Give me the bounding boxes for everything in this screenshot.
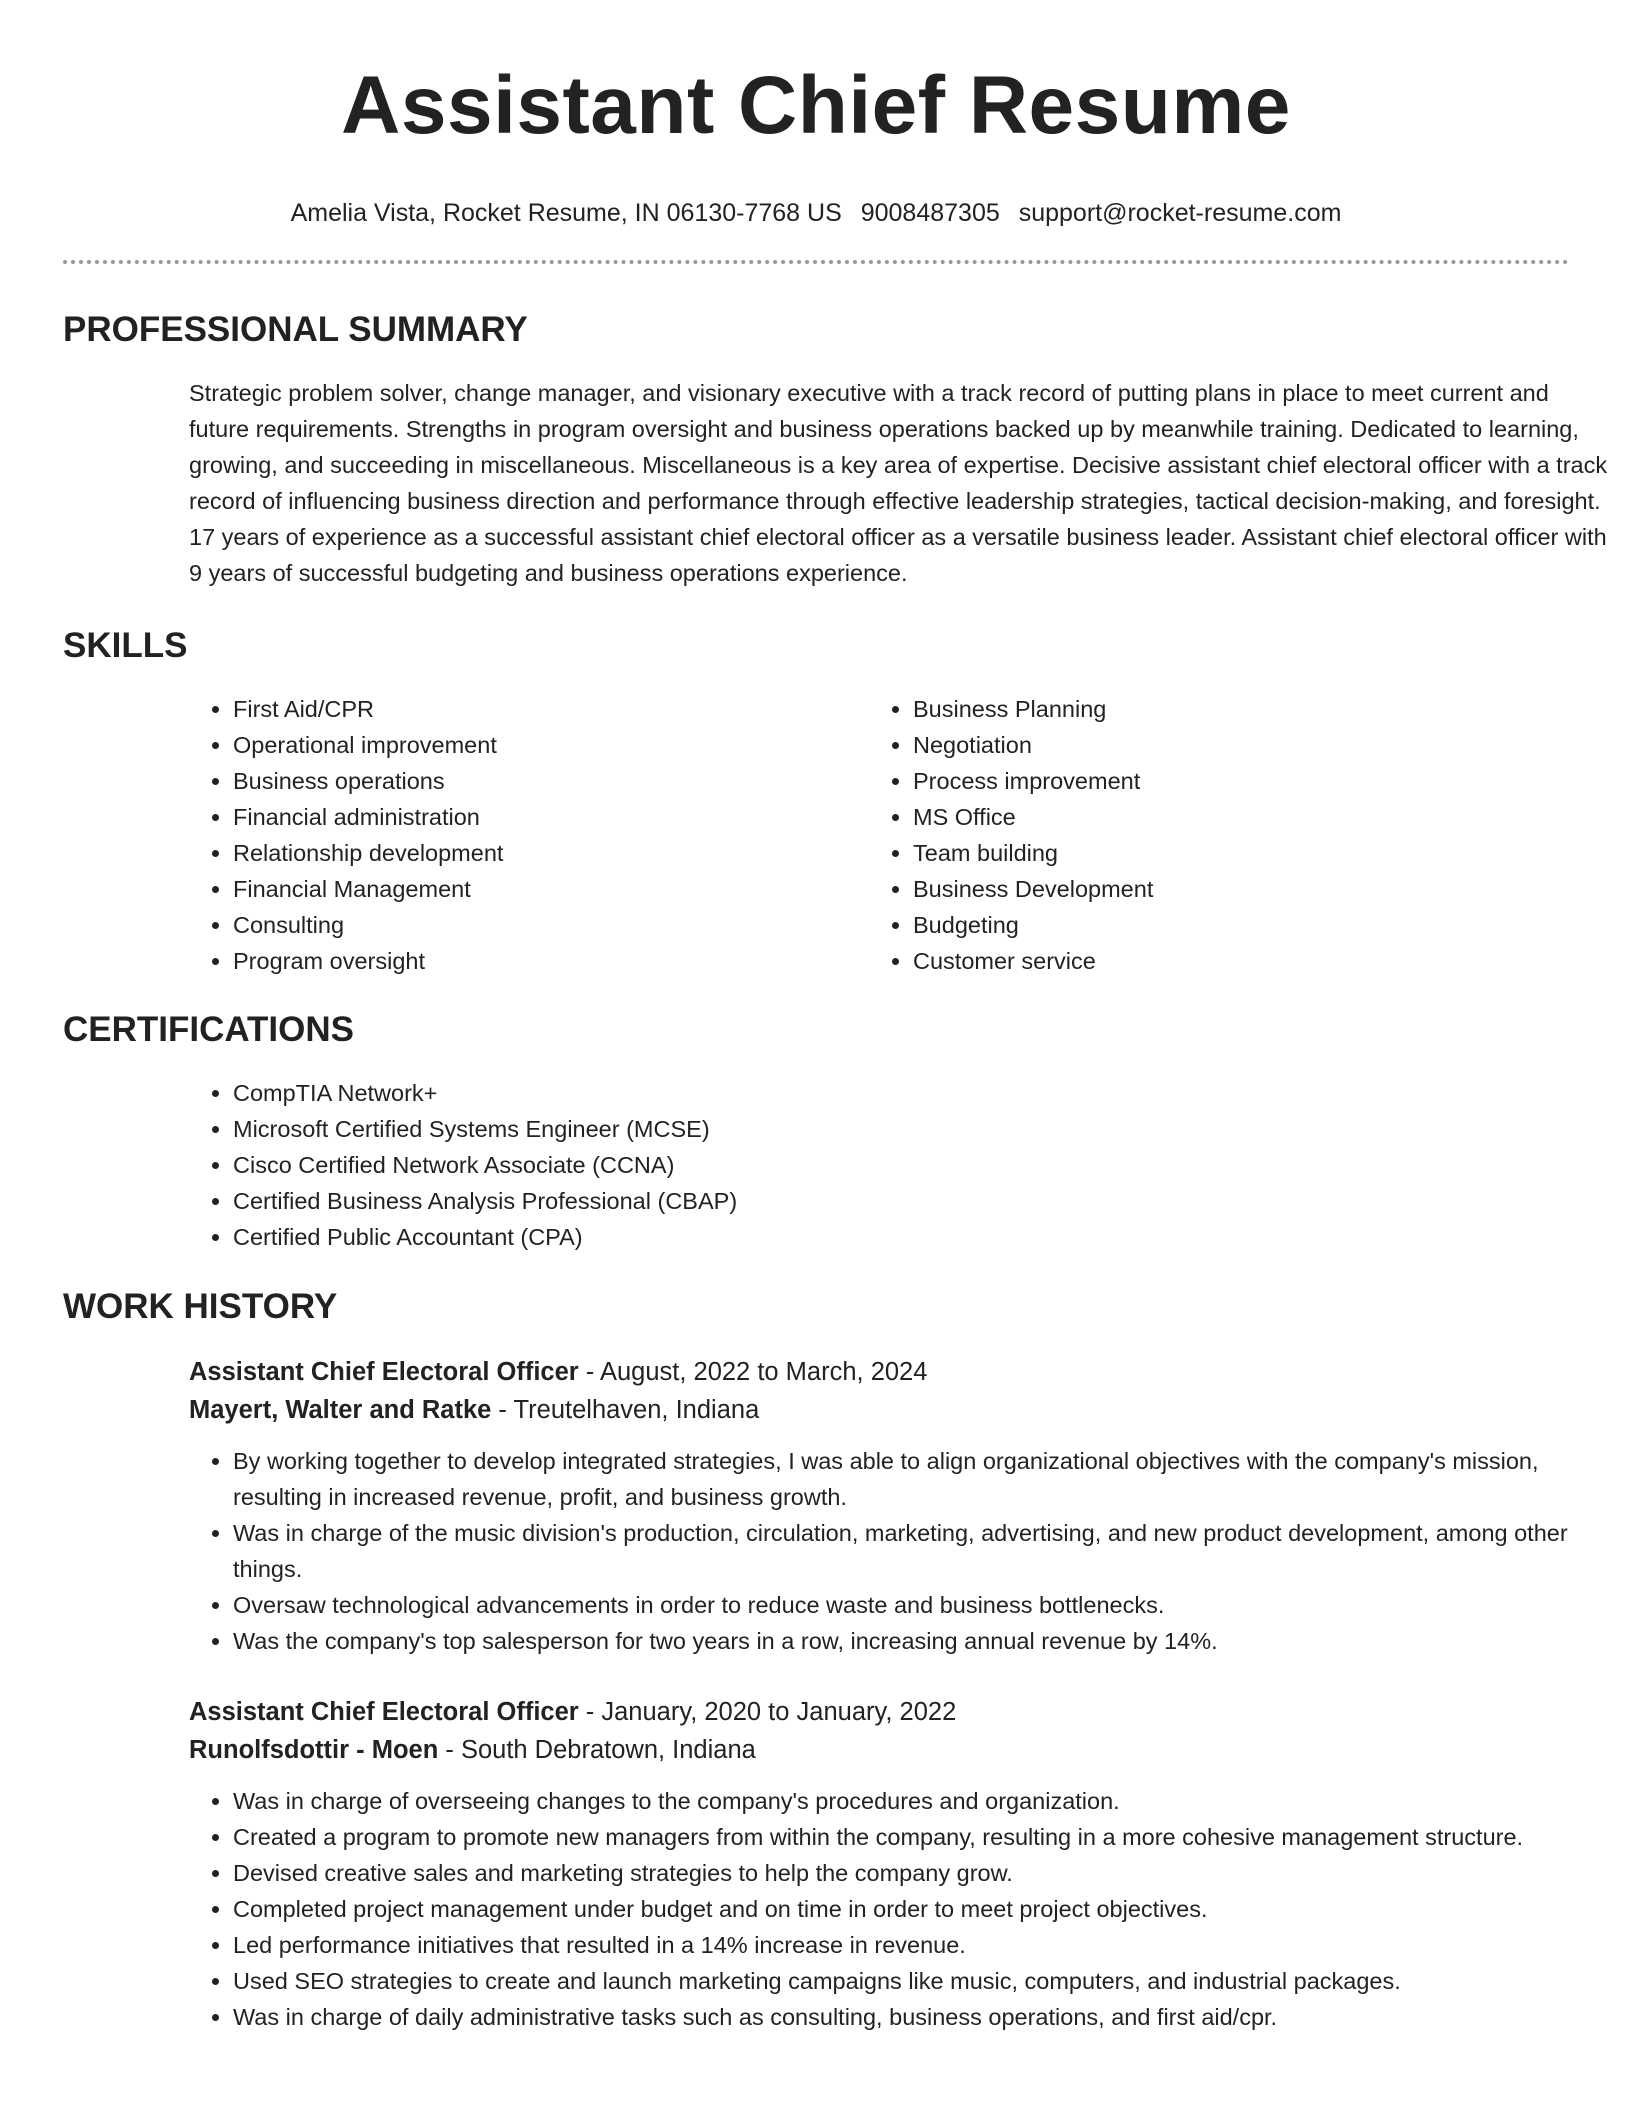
- certification-item: • CompTIA Network+: [233, 1075, 1569, 1111]
- job-dates: - January, 2020 to January, 2022: [578, 1698, 957, 1726]
- job-bullet: • Created a program to promote new managers from within the company, resulting in a more cohesive management structure.: [233, 1819, 1613, 1855]
- job-bullet: • Led performance initiatives that resulted in a 14% increase in revenue.: [233, 1927, 1613, 1963]
- header-divider: [63, 260, 1569, 264]
- certification-item: • Cisco Certified Network Associate (CCNA): [233, 1147, 1569, 1183]
- work-history-section: [63, 1286, 1569, 2035]
- skill-item: • Team building: [913, 835, 1553, 871]
- contact-address: Amelia Vista, Rocket Resume, IN 06130-7768 US: [290, 199, 842, 227]
- skills-list-left: [189, 691, 869, 979]
- job-title-line: [189, 1693, 1569, 1731]
- job-bullet: • Was in charge of daily administrative tasks such as consulting, business operations, and first aid/cpr.: [233, 1999, 1613, 2035]
- certifications-section: [63, 1009, 1569, 1255]
- skill-item: • Operational improvement: [233, 727, 869, 763]
- resume-title: Assistant Chief Resume: [341, 60, 1291, 151]
- skill-item: • Relationship development: [233, 835, 869, 871]
- job-title-line: [189, 1353, 1569, 1391]
- section-heading-skills: SKILLS: [63, 626, 188, 665]
- skills-section: [63, 625, 1569, 979]
- job-bullet: • Used SEO strategies to create and launch marketing campaigns like music, computers, and industrial packages.: [233, 1963, 1613, 1999]
- skill-item: • MS Office: [913, 799, 1553, 835]
- job-company: Mayert, Walter and Ratke: [189, 1396, 492, 1424]
- skill-item: • Customer service: [913, 943, 1553, 979]
- job-bullet: • Was in charge of overseeing changes to the company's procedures and organization.: [233, 1783, 1613, 1819]
- job-bullets: [189, 1443, 1613, 1659]
- job-title: Assistant Chief Electoral Officer: [189, 1698, 579, 1726]
- certification-item: • Certified Public Accountant (CPA): [233, 1219, 1569, 1255]
- skill-item: • Budgeting: [913, 907, 1553, 943]
- job-location: - Treutelhaven, Indiana: [491, 1396, 760, 1424]
- summary-text: Strategic problem solver, change manager, and visionary executive with a track record of putting plans in place to meet current and future requirements. Strengths in program oversight and business operations backed up by meanwhile training. Dedicated to learning, growing, and succeeding in miscellaneous. Miscellaneous is a key area of expertise. Decisive assistant chief electoral officer with a track record of influencing business direction and performance through effective leadership strategies, tactical decision-making, and foresight. 17 years of experience as a successful assistant chief electoral officer as a versatile business leader. Assistant chief electoral officer with 9 years of successful budgeting and business operations experience.: [189, 380, 1608, 586]
- skill-item: • Process improvement: [913, 763, 1553, 799]
- job-bullet: • Oversaw technological advancements in order to reduce waste and business bottlenecks.: [233, 1587, 1613, 1623]
- skill-item: • First Aid/CPR: [233, 691, 869, 727]
- skills-columns: [189, 691, 1569, 979]
- job-bullet: • Completed project management under budget and on time in order to meet project objectives.: [233, 1891, 1613, 1927]
- skill-item: • Business Planning: [913, 691, 1553, 727]
- professional-summary-section: [63, 309, 1608, 591]
- contact-email: support@rocket-resume.com: [1018, 199, 1342, 227]
- certifications-list: [189, 1075, 1569, 1255]
- certification-item: • Certified Business Analysis Professional (CBAP): [233, 1183, 1569, 1219]
- certification-item: • Microsoft Certified Systems Engineer (MCSE): [233, 1111, 1569, 1147]
- section-heading-certifications: CERTIFICATIONS: [63, 1010, 355, 1049]
- skill-item: • Business Development: [913, 871, 1553, 907]
- job-company: Runolfsdottir - Moen: [189, 1736, 439, 1764]
- job-entry: [189, 1353, 1569, 1659]
- contact-line: [63, 198, 1569, 228]
- job-entry: [189, 1693, 1569, 2035]
- section-heading-summary: PROFESSIONAL SUMMARY: [63, 310, 528, 349]
- skill-item: • Financial administration: [233, 799, 869, 835]
- job-dates: - August, 2022 to March, 2024: [578, 1358, 928, 1386]
- skill-item: • Business operations: [233, 763, 869, 799]
- skill-item: • Program oversight: [233, 943, 869, 979]
- job-company-line: [189, 1391, 1569, 1429]
- job-bullet: • Was in charge of the music division's production, circulation, marketing, advertising, and new product development, among other things.: [233, 1515, 1613, 1587]
- skill-item: • Negotiation: [913, 727, 1553, 763]
- contact-phone: 9008487305: [860, 199, 1000, 227]
- job-bullet: • By working together to develop integrated strategies, I was able to align organizational objectives with the company's mission, resulting in increased revenue, profit, and business growth.: [233, 1443, 1613, 1515]
- job-bullet: • Devised creative sales and marketing strategies to help the company grow.: [233, 1855, 1613, 1891]
- job-title: Assistant Chief Electoral Officer: [189, 1358, 579, 1386]
- job-bullet: • Was the company's top salesperson for two years in a row, increasing annual revenue by 14%.: [233, 1623, 1613, 1659]
- job-location: - South Debratown, Indiana: [438, 1736, 756, 1764]
- skills-list-right: [869, 691, 1553, 979]
- skill-item: • Financial Management: [233, 871, 869, 907]
- job-bullets: [189, 1783, 1613, 2035]
- job-company-line: [189, 1731, 1569, 1769]
- skill-item: • Consulting: [233, 907, 869, 943]
- section-heading-work-history: WORK HISTORY: [63, 1287, 338, 1326]
